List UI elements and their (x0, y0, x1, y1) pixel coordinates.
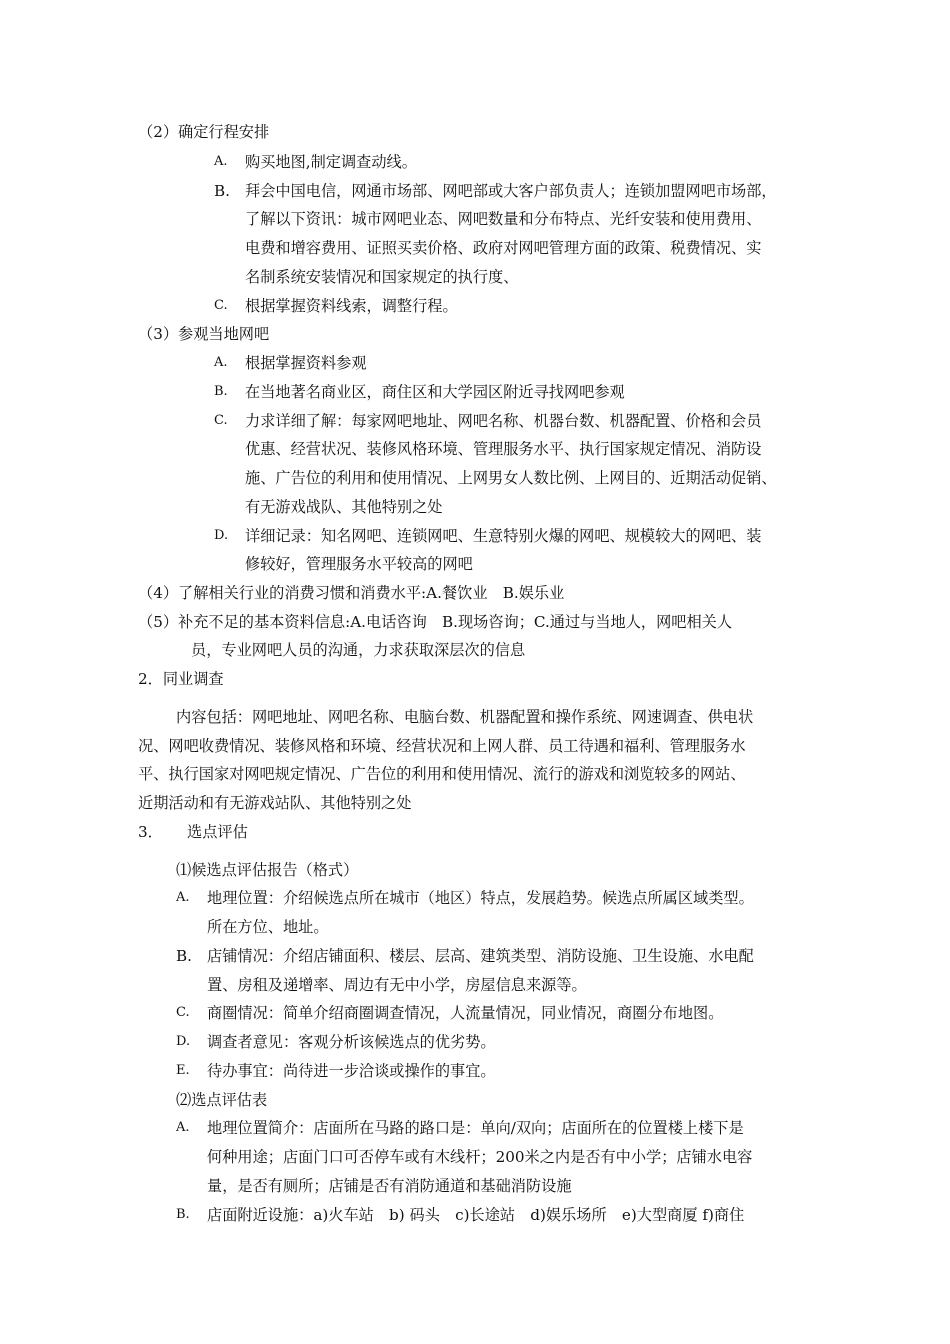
item-label: A. (176, 890, 190, 905)
item-text: 名制系统安装情况和国家规定的执行度、 (245, 268, 519, 286)
item-label: B. (214, 384, 228, 399)
item-text: 店面附近设施：a)火车站 b) 码头 c)长途站 d)娱乐场所 e)大型商厦 f)商住 (207, 1206, 745, 1224)
item-text: 商圈情况：简单介绍商圈调查情况，人流量情况，同业情况，商圈分布地图。 (207, 1004, 724, 1022)
item-text: 地理位置：介绍候选点所在城市（地区）特点，发展趋势。候选点所属区域类型。 (207, 889, 754, 907)
item-text: 电费和增容费用、证照买卖价格、政府对网吧管理方面的政策、税费情况、实 (245, 239, 762, 257)
item-text: 购买地图,制定调查动线。 (245, 153, 417, 171)
item-label: B. (176, 947, 192, 965)
section-heading-number: 3． (138, 823, 163, 841)
subheading-visit-netbars: （3）参观当地网吧 (138, 325, 270, 343)
subheading-supplement: （5）补充不足的基本资料信息:A.电话咨询 B.现场咨询；C.通过与当地人，网吧相关人 (138, 613, 733, 631)
item-text: 所在方位、地址。 (207, 918, 329, 936)
item-text: 有无游戏战队、其他特别之处 (245, 498, 443, 516)
paragraph-line: 员，专业网吧人员的沟通，力求获取深层次的信息 (191, 641, 526, 659)
paragraph-line: 近期活动和有无游戏站队、其他特别之处 (138, 794, 412, 812)
item-text: 施、广告位的利用和使用情况、上网男女人数比例、上网目的、近期活动促销、 (245, 469, 777, 487)
paragraph-line: 平、执行国家对网吧规定情况、广告位的利用和使用情况、流行的游戏和浏览较多的网站、 (138, 765, 746, 783)
item-text: 量，是否有厕所；店铺是否有消防通道和基础消防设施 (207, 1177, 572, 1195)
item-text: 拜会中国电信，网通市场部、网吧部或大客户部负责人；连锁加盟网吧市场部， (245, 182, 777, 200)
paragraph-line: 况、网吧收费情况、装修风格和环境、经营状况和上网人群、员工待遇和福利、管理服务水 (138, 737, 746, 755)
item-text: 待办事宜：尚待进一步洽谈或操作的事宜。 (207, 1062, 496, 1080)
item-label: E. (176, 1063, 190, 1078)
item-label: D. (176, 1034, 191, 1049)
item-text: 地理位置简介：店面所在马路的路口是：单向/双向；店面所在的位置楼上楼下是 (207, 1119, 744, 1137)
item-text: 详细记录：知名网吧、连锁网吧、生意特别火爆的网吧、规模较大的网吧、装 (245, 527, 762, 545)
section-heading-site-evaluation: 选点评估 (187, 823, 248, 841)
section-heading-competitor-survey: 2．同业调查 (138, 670, 224, 688)
item-text: 根据掌握资料线索，调整行程。 (245, 297, 458, 315)
item-text: 调查者意见：客观分析该候选点的优劣势。 (207, 1033, 496, 1051)
paragraph-line: 内容包括：网吧地址、网吧名称、电脑台数、机器配置和操作系统、网速调查、供电状 (176, 708, 754, 726)
item-text: 力求详细了解：每家网吧地址、网吧名称、机器台数、机器配置、价格和会员 (245, 412, 762, 430)
item-label: D. (214, 528, 229, 543)
item-text: 了解以下资讯：城市网吧业态、网吧数量和分布特点、光纤安装和使用费用、 (245, 210, 762, 228)
subheading-itinerary: （2）确定行程安排 (138, 123, 270, 141)
subheading-consumption: （4）了解相关行业的消费习惯和消费水平:A.餐饮业 B.娱乐业 (138, 584, 565, 602)
item-text: 店铺情况：介绍店铺面积、楼层、层高、建筑类型、消防设施、卫生设施、水电配 (207, 947, 754, 965)
item-text: 何种用途；店面门口可否停车或有木线杆；200米之内是否有中小学；店铺水电容 (207, 1148, 753, 1166)
item-text: 修较好，管理服务水平较高的网吧 (245, 555, 473, 573)
item-text: 优惠、经营状况、装修风格环境、管理服务水平、执行国家规定情况、消防设 (245, 440, 762, 458)
item-label: C. (214, 413, 228, 428)
item-label: A. (214, 154, 228, 169)
item-text: 置、房租及递增率、周边有无中小学，房屋信息来源等。 (207, 976, 587, 994)
item-label: C. (176, 1005, 190, 1020)
item-label: C. (214, 298, 228, 313)
subheading-evaluation-table: ⑵选点评估表 (176, 1091, 268, 1109)
item-text: 在当地著名商业区，商住区和大学园区附近寻找网吧参观 (245, 383, 625, 401)
item-text: 根据掌握资料参观 (245, 354, 367, 372)
item-label: B. (176, 1207, 190, 1222)
item-label: A. (214, 355, 228, 370)
item-label: B. (214, 182, 230, 200)
item-label: A. (176, 1120, 190, 1135)
subheading-report-format: ⑴候选点评估报告（格式） (176, 861, 359, 879)
